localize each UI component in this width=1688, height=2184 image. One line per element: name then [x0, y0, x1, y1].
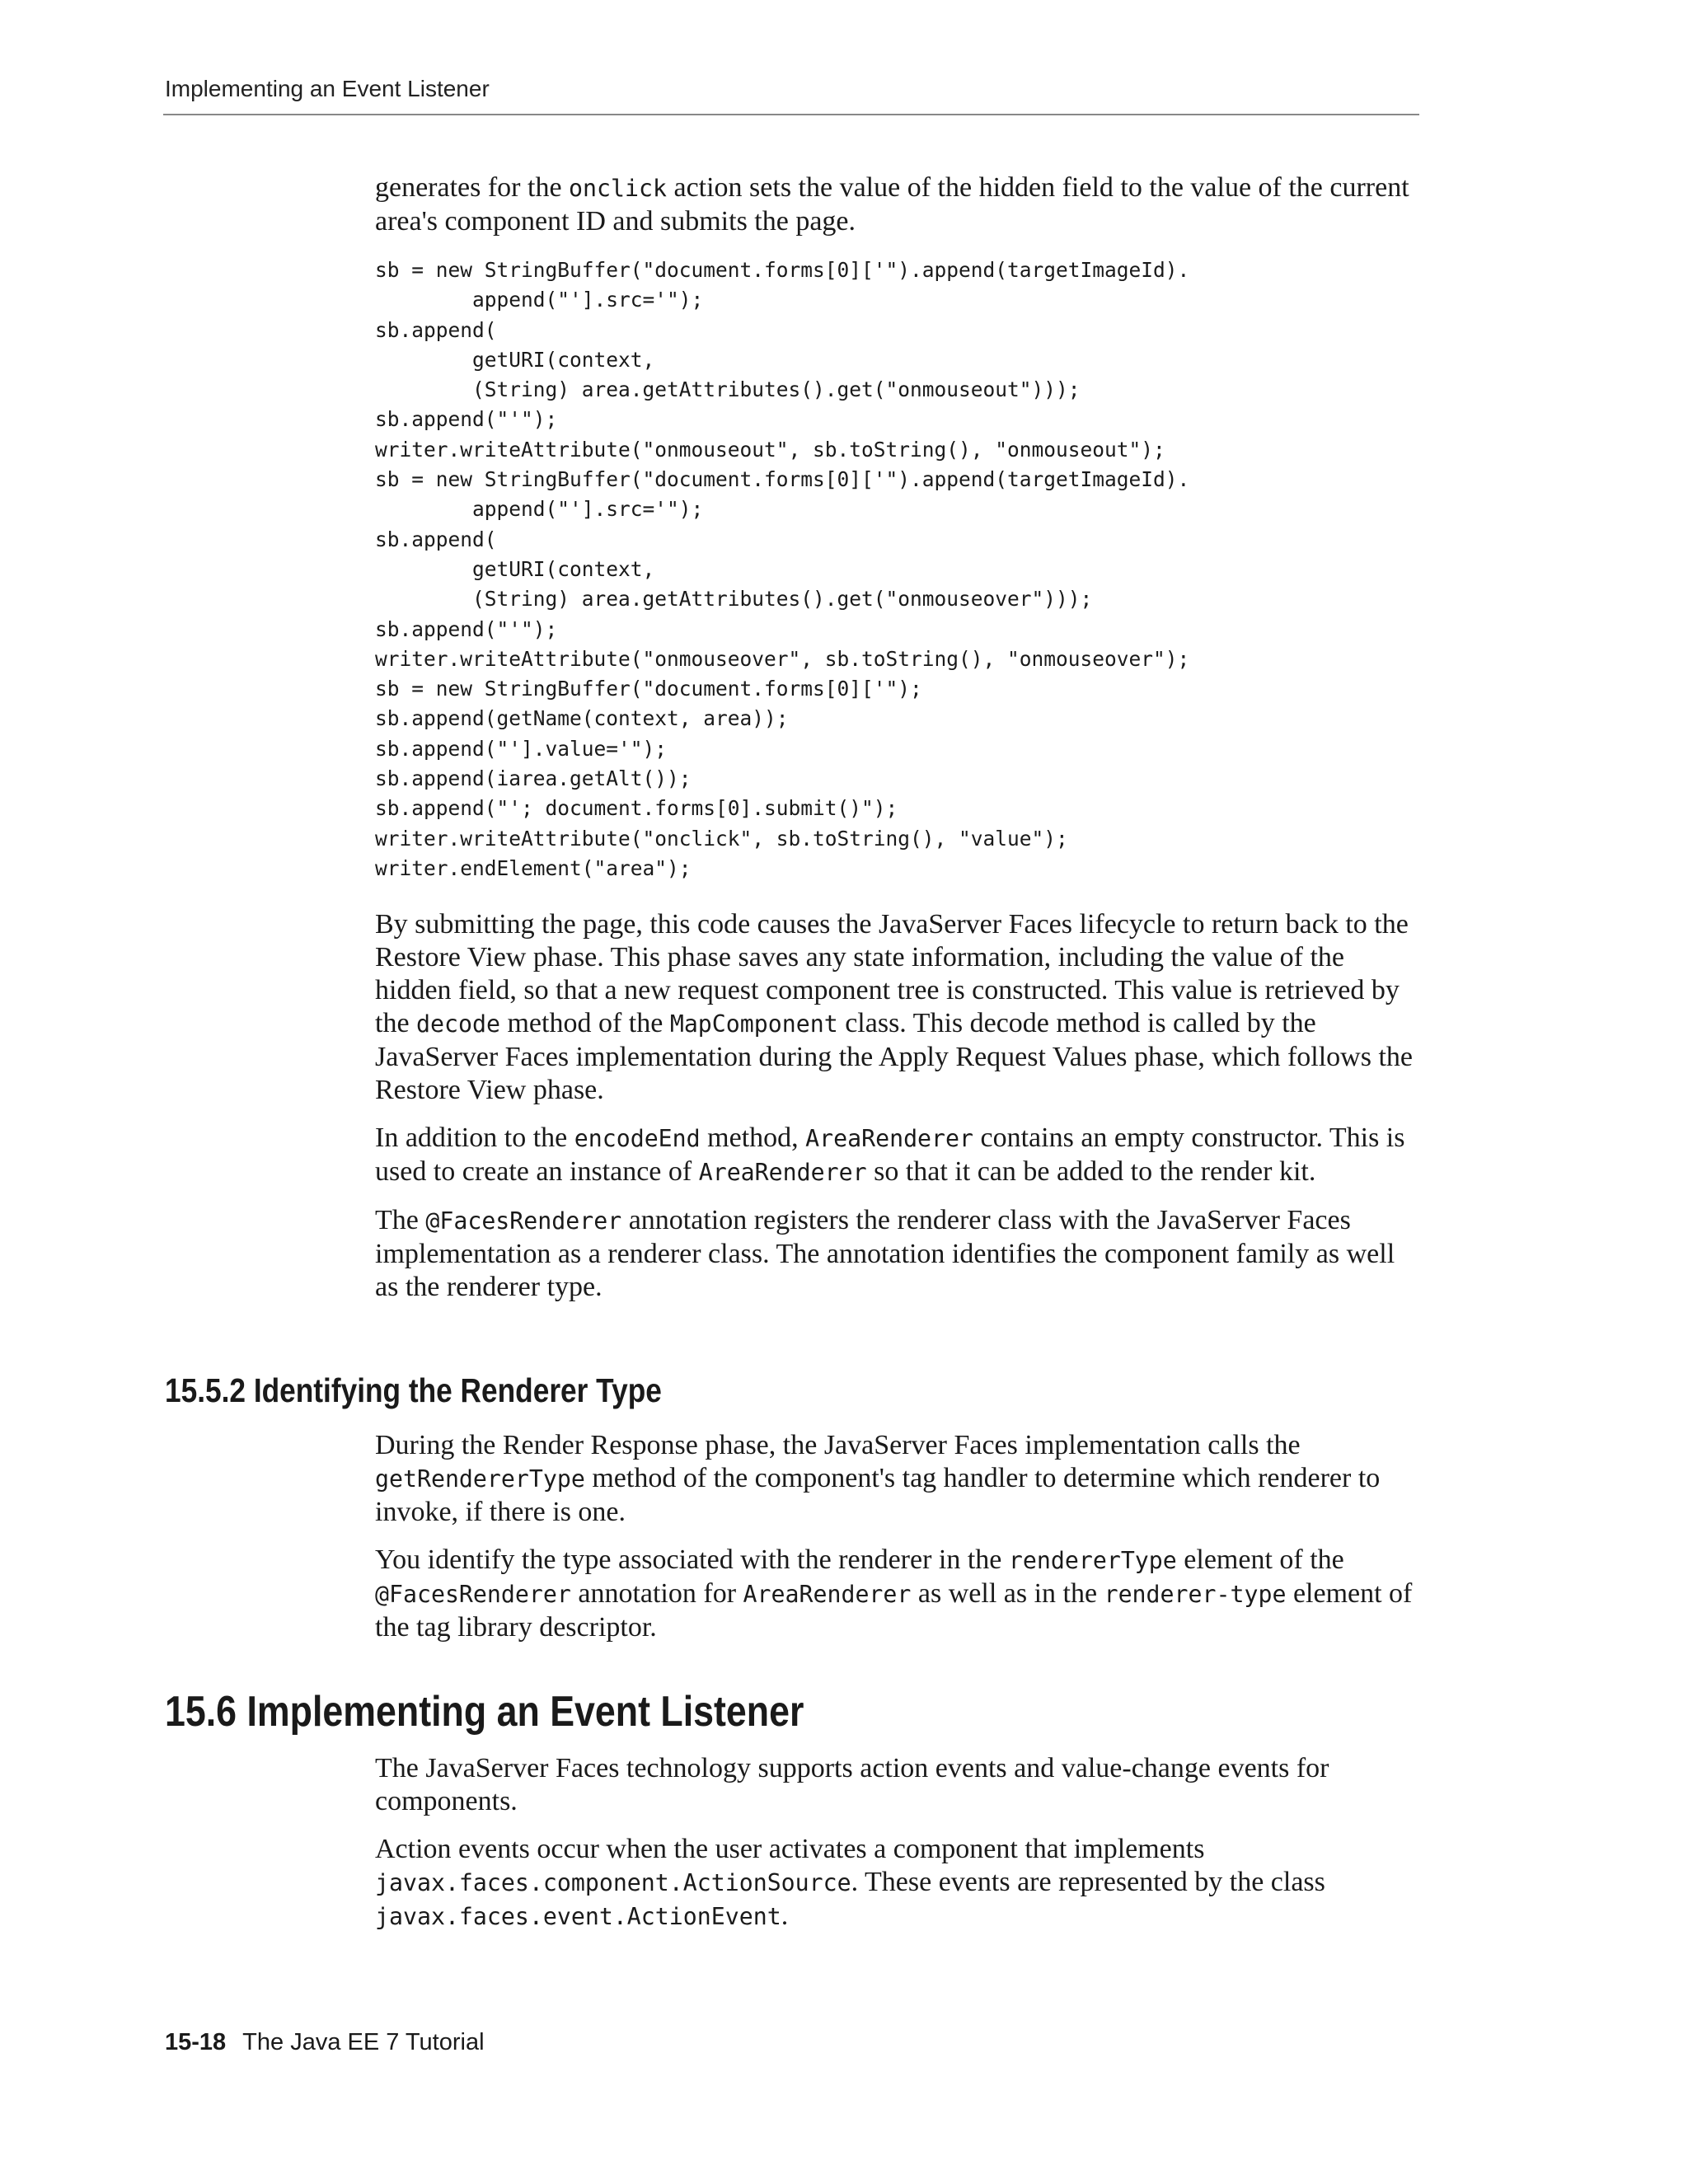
intro-paragraph: generates for the onclick action sets the value of the hidden field to the value of the current area's component ID and submits the page. — [375, 172, 1409, 237]
book-title: The Java EE 7 Tutorial — [242, 2029, 485, 2055]
paragraph-restore-view: By submitting the page, this code causes the JavaServer Faces lifecycle to return back to the Restore View phase. This phase saves any state information, including the value of the hidden field, so that a new request component tree is constructed. This value is retrieved by the decode method of the MapComponent class. This decode method is called by the JavaServer Faces implementation during the Apply Request Values phase, which follows the Restore View phase. — [375, 909, 1413, 1105]
page-footer — [165, 2029, 485, 2056]
paragraph-action-events: Action events occur when the user activates a component that implements javax.faces.component.ActionSource. These events are represented by the class javax.faces.event.ActionEvent. — [375, 1834, 1325, 1931]
page-number: 15-18 — [165, 2029, 227, 2055]
body-paragraphs — [375, 908, 1422, 1304]
paragraph-event-types: The JavaServer Faces technology supports action events and value-change events for components. — [375, 1753, 1329, 1816]
running-header: Implementing an Event Listener — [165, 76, 490, 101]
header-rule — [163, 114, 1419, 115]
section-15-5-2-body — [375, 1429, 1422, 1644]
paragraph-identify-type: You identify the type associated with the renderer in the rendererType element of the @FacesRenderer annotation for AreaRenderer as well as in the renderer-type element of the tag library descriptor. — [375, 1544, 1413, 1643]
inline-code: onclick — [569, 175, 667, 202]
section-heading-15-6: 15.6 Implementing an Event Listener — [165, 1688, 804, 1736]
paragraph-renderer-type: During the Render Response phase, the JavaServer Faces implementation calls the getRendererType method of the component's tag handler to determine which renderer to invoke, if there is one. — [375, 1430, 1381, 1527]
code-block: sb = new StringBuffer("document.forms[0]['").append(targetImageId). append("'].src='"); sb.append( getURI(context, (String) area.getAttributes().get("onmouseout"))); sb.append("'"); writer.writeAttribute("onmouseout", sb.toString(), "onmouseout"); sb = new StringBuffer("document.forms[0]['").append(targetImageId). append("'].src='"); sb.append( getURI(context, (String) area.getAttributes().get("onmouseover"))); sb.append("'"); writer.writeAttribute("onmouseover", sb.toString(), "onmouseover"); sb = new StringBuffer("document.forms[0]['"); sb.append(getName(context, area)); sb.append("'].value='"); sb.append(iarea.getAlt()); sb.append("'; document.forms[0].submit()"); writer.writeAttribute("onclick", sb.toString(), "value"); writer.endElement("area"); — [375, 258, 1190, 880]
section-heading-15-5-2: 15.5.2 Identifying the Renderer Type — [165, 1371, 662, 1409]
paragraph-constructor: In addition to the encodeEnd method, AreaRenderer contains an empty constructor. This is used to create an instance of AreaRenderer so that it can be added to the render kit. — [375, 1122, 1405, 1187]
paragraph-annotation: The @FacesRenderer annotation registers the renderer class with the JavaServer Faces implementation as a renderer class. The annotation identifies the component family as well as the renderer type. — [375, 1205, 1395, 1302]
section-15-6-body — [375, 1752, 1422, 1933]
